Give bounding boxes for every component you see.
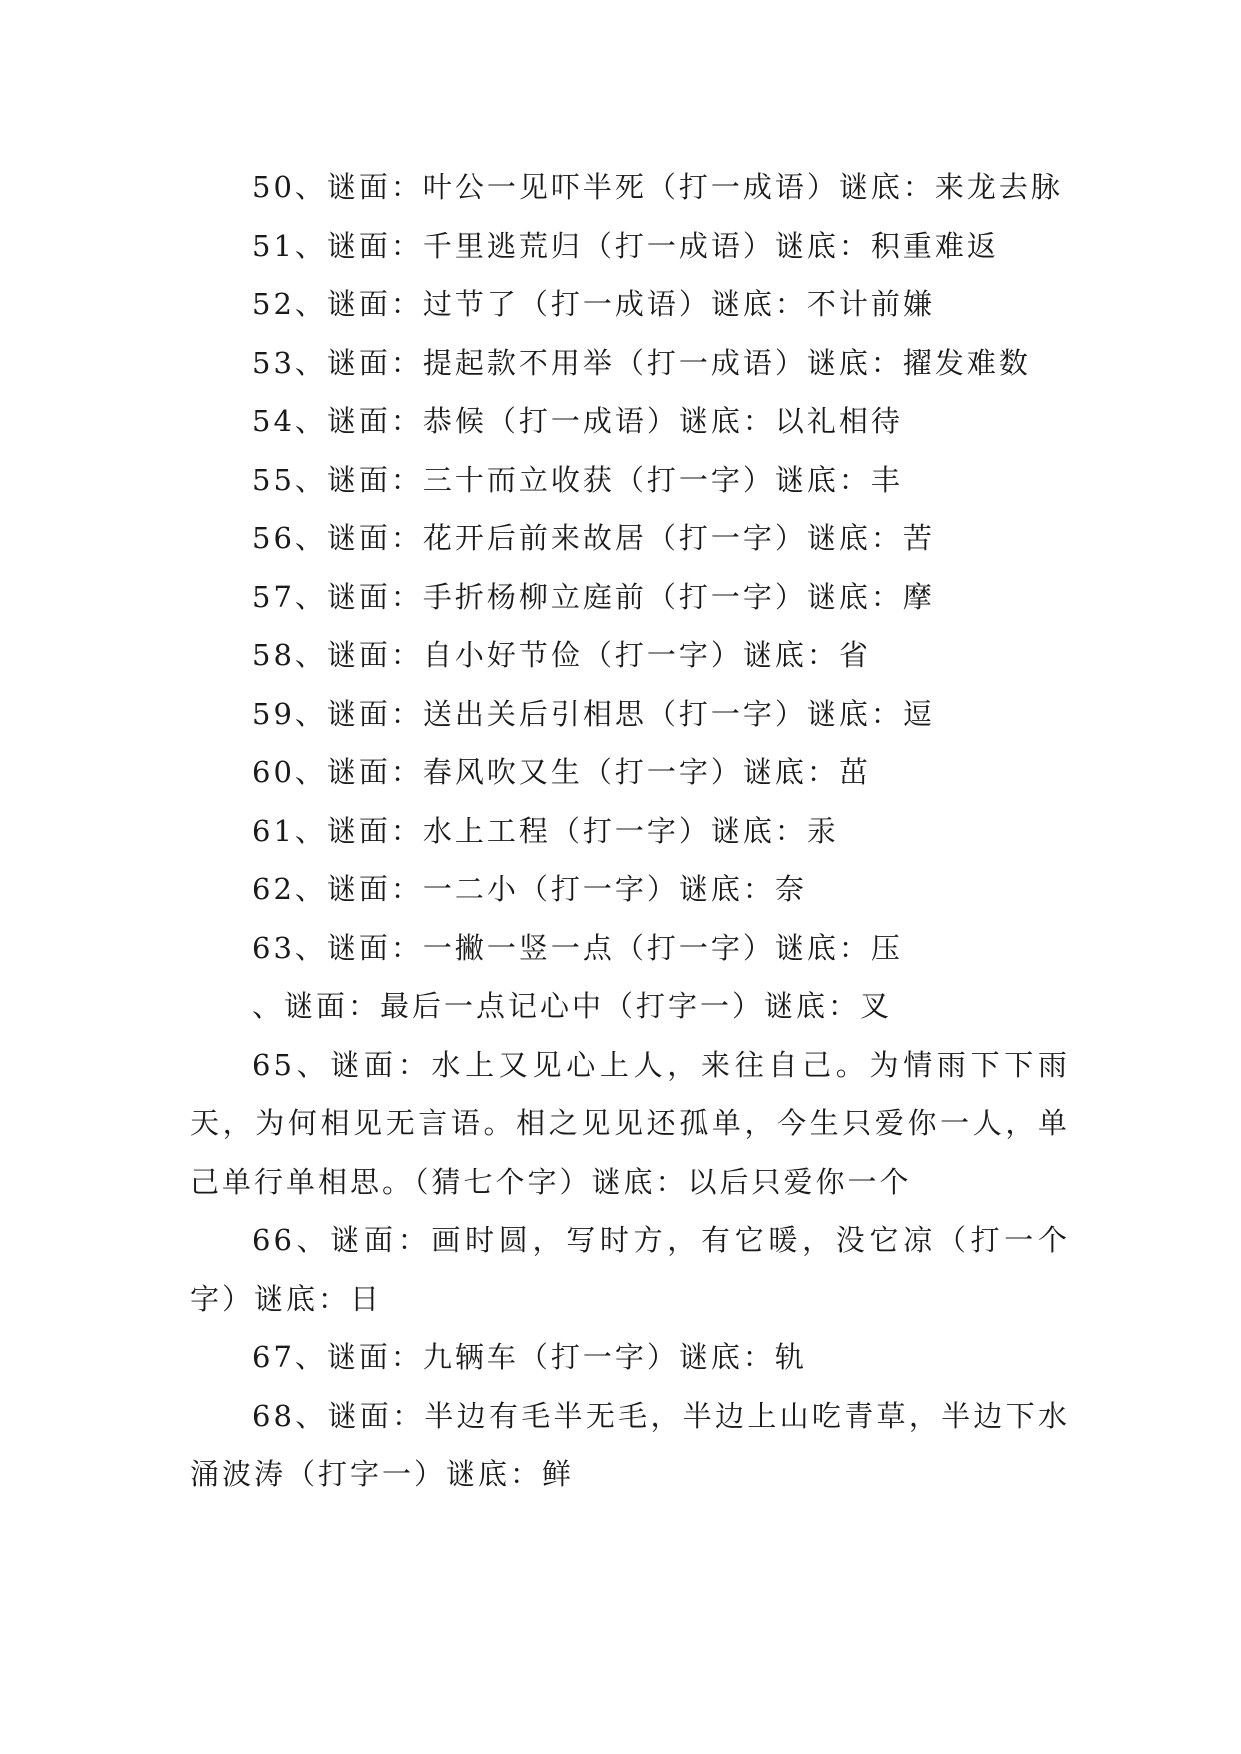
riddle-item-68: 68、谜面：半边有毛半无毛，半边上山吃青草，半边下水涌波涛（打字一）谜底：鲜 xyxy=(190,1398,1070,1491)
riddle-item-63: 63、谜面：一撇一竖一点（打一字）谜底：压 xyxy=(252,930,903,965)
riddle-item-65: 65、谜面：水上又见心上人，来往自己。为情雨下下雨天，为何相见无言语。相之见见还孤单，今生只爱你一人，单己单行单相思。（猜七个字）谜底：以后只爱你一个 xyxy=(190,1047,1070,1199)
riddle-item-59: 59、谜面：送出关后引相思（打一字）谜底：逗 xyxy=(252,696,935,731)
riddle-item-62: 62、谜面：一二小（打一字）谜底：奈 xyxy=(252,872,807,906)
riddle-item-52: 52、谜面：过节了（打一成语）谜底：不计前嫌 xyxy=(252,287,935,321)
riddle-item-67: 67、谜面：九辆车（打一字）谜底：轨 xyxy=(252,1340,807,1374)
riddle-item-64: 、谜面：最后一点记心中（打字一）谜底：叉 xyxy=(252,989,893,1023)
riddle-item-51: 51、谜面：千里逃荒归（打一成语）谜底：积重难返 xyxy=(252,228,999,263)
riddle-item-53: 53、谜面：提起款不用举（打一成语）谜底：擢发难数 xyxy=(252,345,1031,380)
riddle-item-54: 54、谜面：恭候（打一成语）谜底：以礼相待 xyxy=(252,404,903,438)
riddle-list xyxy=(190,158,1070,1504)
riddle-item-61: 61、谜面：水上工程（打一字）谜底：汞 xyxy=(252,813,839,848)
riddle-item-56: 56、谜面：花开后前来故居（打一字）谜底：苦 xyxy=(252,521,935,555)
riddle-item-58: 58、谜面：自小好节俭（打一字）谜底：省 xyxy=(252,638,871,672)
riddle-item-50: 50、谜面：叶公一见吓半死（打一成语）谜底：来龙去脉 xyxy=(252,170,1063,204)
riddle-item-57: 57、谜面：手折杨柳立庭前（打一字）谜底：摩 xyxy=(252,579,935,614)
riddle-item-60: 60、谜面：春风吹又生（打一字）谜底：茁 xyxy=(252,755,871,789)
riddle-item-55: 55、谜面：三十而立收获（打一字）谜底：丰 xyxy=(252,462,903,497)
riddle-item-66: 66、谜面：画时圆，写时方，有它暖，没它凉（打一个字）谜底：日 xyxy=(190,1223,1070,1316)
